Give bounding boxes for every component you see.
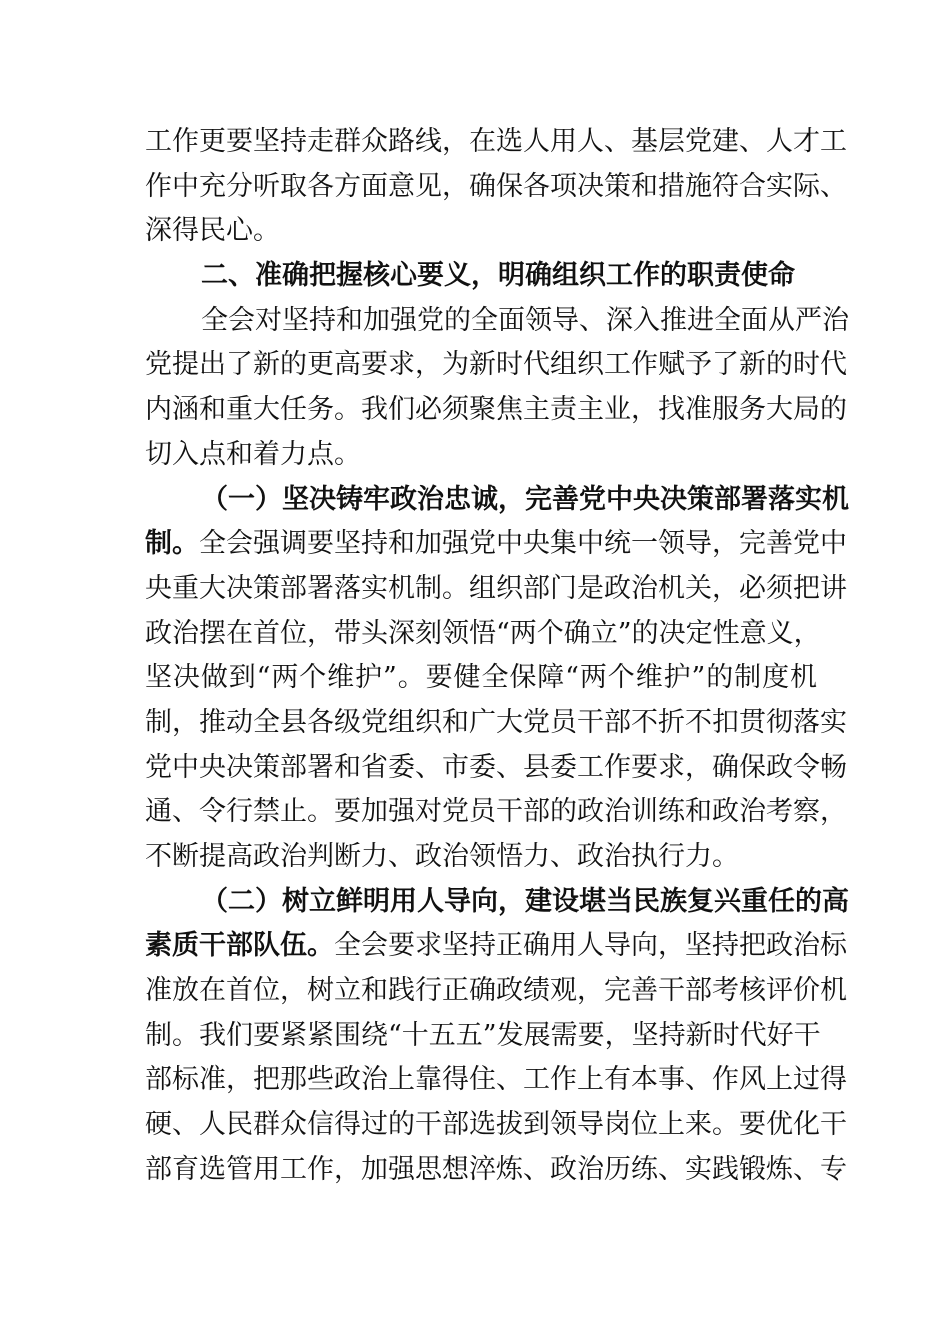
text-line: 通、令行禁止。要加强对党员干部的政治训练和政治考察， bbox=[145, 796, 847, 828]
text-segment: 全会要求坚持正确用人导向，坚持把政治标 bbox=[334, 930, 847, 962]
text-line: 内涵和重大任务。我们必须聚焦主责主业，找准服务大局的 bbox=[145, 394, 847, 426]
text-line: 坚决做到“两个维护”。要健全保障“两个维护”的制度机 bbox=[145, 662, 817, 694]
text-line bbox=[145, 924, 847, 969]
text-line: 央重大决策部署落实机制。组织部门是政治机关，必须把讲 bbox=[145, 572, 847, 604]
text-line: 党中央决策部署和省委、市委、县委工作要求，确保政令畅 bbox=[145, 751, 847, 783]
text-line: 制，推动全县各级党组织和广大党员干部不折不扣贯彻落实 bbox=[145, 706, 847, 738]
subheading-end: 素质干部队伍。 bbox=[145, 930, 334, 962]
text-line: 部育选管用工作，加强思想淬炼、政治历练、实践锻炼、专 bbox=[145, 1153, 847, 1185]
subheading-line: （二）树立鲜明用人导向，建设堪当民族复兴重任的高 bbox=[201, 885, 849, 917]
text-line: 全会对坚持和加强党的全面领导、深入推进全面从严治 bbox=[201, 304, 849, 336]
text-line: 作中充分听取各方面意见，确保各项决策和措施符合实际、 bbox=[145, 170, 847, 202]
section-heading: 二、准确把握核心要义，明确组织工作的职责使命 bbox=[201, 260, 795, 292]
subheading-line: （一）坚决铸牢政治忠诚，完善党中央决策部署落实机 bbox=[201, 483, 849, 515]
text-line: 深得民心。 bbox=[145, 215, 280, 247]
text-line: 硬、人民群众信得过的干部选拔到领导岗位上来。要优化干 bbox=[145, 1109, 847, 1141]
text-segment: 全会强调要坚持和加强党中央集中统一领导，完善党中 bbox=[199, 528, 847, 560]
paragraph-2 bbox=[145, 299, 849, 478]
text-line: 准放在首位，树立和践行正确政绩观，完善干部考核评价机 bbox=[145, 975, 847, 1007]
paragraph-3 bbox=[145, 478, 849, 880]
document-page bbox=[145, 120, 849, 1193]
paragraph-4 bbox=[145, 880, 849, 1193]
text-line: 党提出了新的更高要求，为新时代组织工作赋予了新的时代 bbox=[145, 349, 847, 381]
text-line: 制。我们要紧紧围绕“十五五”发展需要，坚持新时代好干 bbox=[145, 1019, 821, 1051]
text-line: 切入点和着力点。 bbox=[145, 438, 361, 470]
text-line: 部标准，把那些政治上靠得住、工作上有本事、作风上过得 bbox=[145, 1064, 847, 1096]
paragraph-1 bbox=[145, 120, 847, 254]
text-line: 工作更要坚持走群众路线，在选人用人、基层党建、人才工 bbox=[145, 126, 847, 157]
text-line: 政治摆在首位，带头深刻领悟“两个确立”的决定性意义， bbox=[145, 617, 821, 649]
text-line bbox=[145, 522, 847, 567]
text-line: 不断提高政治判断力、政治领悟力、政治执行力。 bbox=[145, 841, 739, 872]
subheading-end: 制。 bbox=[145, 528, 199, 560]
